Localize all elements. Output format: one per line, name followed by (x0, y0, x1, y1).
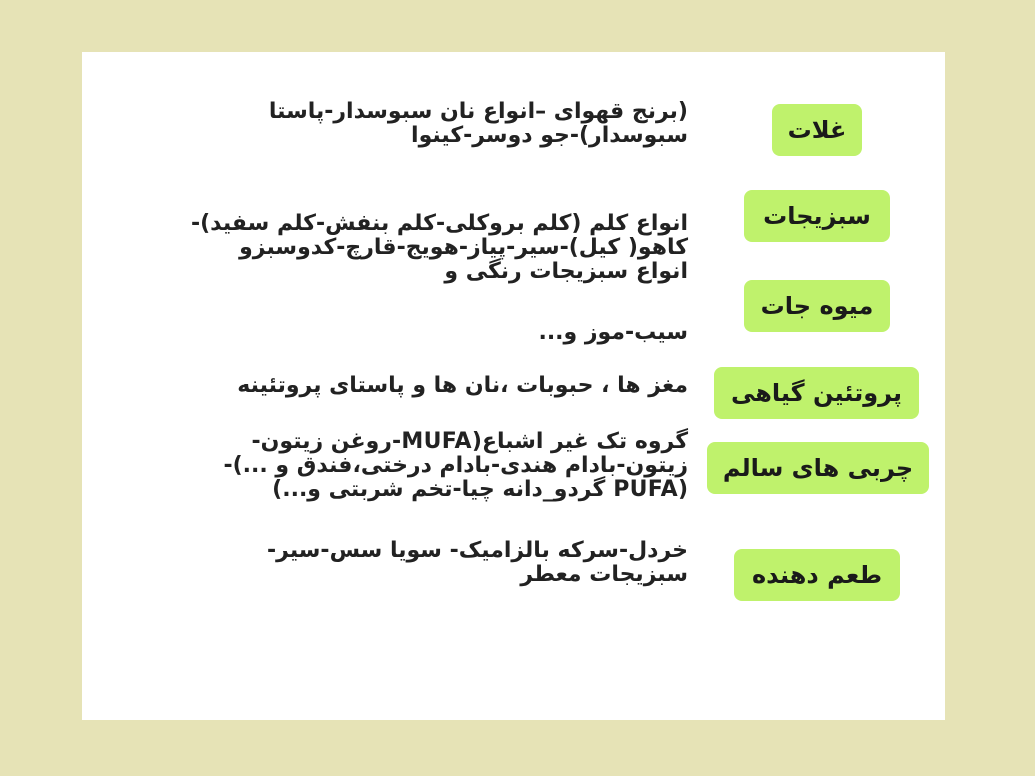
slide-card (82, 52, 945, 720)
healthy-fats-badge: چربی های سالم (707, 442, 929, 494)
fruits-description: سیب-موز و... (538, 320, 688, 345)
grains-badge: غلات (772, 104, 862, 156)
vegetables-badge: سبزیجات (744, 190, 890, 242)
flavorings-badge: طعم دهنده (734, 549, 900, 601)
grains-description: (برنج قهوای –انواع نان سبوسدار-پاستا سبوسدار)-جو دوسر-کینوا (268, 99, 688, 148)
fruits-badge: میوه جات (744, 280, 890, 332)
flavorings-description: خردل-سرکه بالزامیک- سویا سس-سیر- سبزیجات معطر (267, 538, 688, 587)
healthy-fats-description: گروه تک غیر اشباع(MUFA-روغن زیتون- زیتون-بادام هندی-بادام درختی،فندق و ...)- (PUFA گردو_دانه چیا-تخم شربتی و...) (223, 429, 688, 502)
vegetables-description: انواع کلم (کلم بروکلی-کلم بنفش-کلم سفید)- کاهو( کیل)-سیر-پیاز-هویج-قارچ-کدوسبزو انواع سبزیجات رنگی و (190, 211, 688, 284)
plant-protein-badge: پروتئین گیاهی (714, 367, 919, 419)
plant-protein-description: مغز ها ، حبوبات ،نان ها و پاستای پروتئینه (237, 373, 688, 398)
